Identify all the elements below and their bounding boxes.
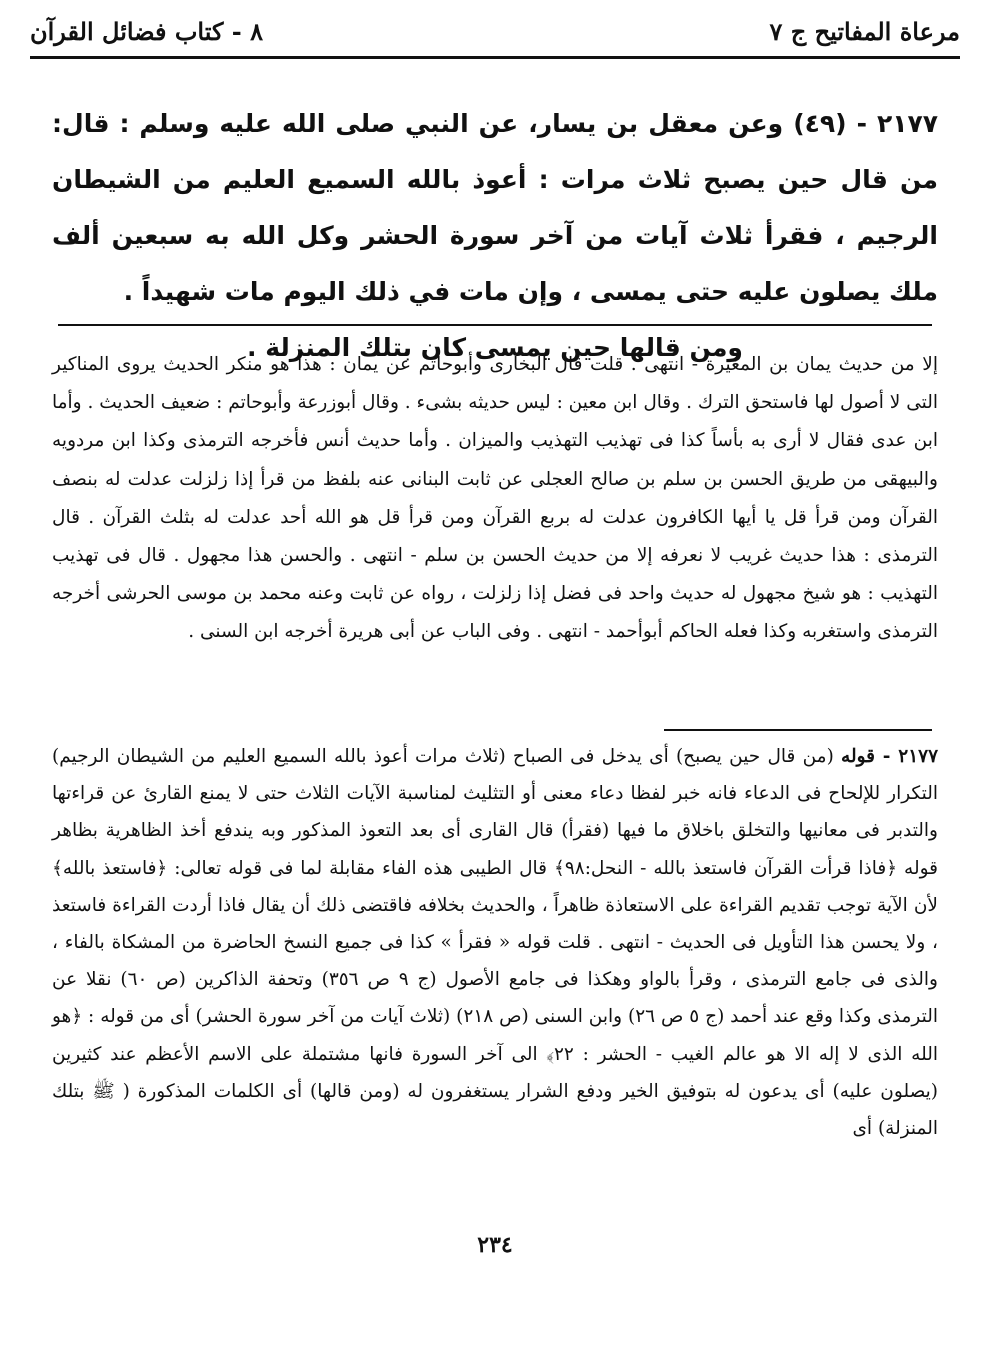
footnote-divider xyxy=(664,729,932,731)
running-header xyxy=(30,6,960,59)
hadith-last-line: ومن قالها حين يمسى كان بتلك المنزلة . xyxy=(247,333,743,362)
commentary-number: ٢١٧٧ - قوله xyxy=(841,746,939,767)
hadith-text: ٢١٧٧ - (٤٩) وعن معقل بن يسار، عن النبي صلى الله عليه وسلم : قال: من قال حين يصبح ثلاث مرات : أعوذ بالله السميع العليم من الشيطان الرجيم ، فقرأ ثلاث آيات من آخر سورة الحشر وكل الله به سبعين ألف ملك يصلون عليه حتى يمسى ، وإن مات في ذلك اليوم مات شهيداً . xyxy=(52,109,938,306)
page-number: ٢٣٤ xyxy=(477,1232,513,1258)
takhrij-footnote xyxy=(52,346,938,652)
hadith-text-block xyxy=(52,96,938,376)
section-divider xyxy=(58,324,932,326)
commentary-block xyxy=(52,738,938,1147)
takhrij-text: إلا من حديث يمان بن المغيرة - انتهى . قلت قال البخارى وأبوحاتم عن يمان : هذا هو منكر الحديث يروى المناكير التى لا أصول لها فاستحق الترك . وقال ابن معين : ليس حديثه بشىء . وقال أبوزرعة وأبوحاتم : ضعيف الحديث . وأما ابن عدى فقال لا أرى به بأساً كذا فى تهذيب التهذيب والميزان . وأما حديث أنس فأخرجه الترمذى وكذا ابن مردويه والبيهقى من طريق الحسن بن سلم بن صالح العجلى عن ثابت البنانى عنه بلفظ من قرأ إذا زلزلت عدلت له بنصف القرآن ومن قرأ قل يا أيها الكافرون عدلت له بربع القرآن ومن قرأ قل هو الله أحد عدلت له بثلث القرآن . قال الترمذى : هذا حديث غريب لا نعرفه إلا من حديث الحسن بن سلم - انتهى . والحسن هذا مجهول . قال فى تهذيب التهذيب : هو شيخ مجهول له حديث واحد فى فضل إذا زلزلت ، رواه عن ثابت وعنه محمد بن موسى الحرشى أخرجه الترمذى واستغربه وكذا فعله الحاكم أبوأحمد - انتهى . وفى الباب عن أبى هريرة أخرجه ابن السنى . xyxy=(52,354,938,643)
commentary-paragraph xyxy=(52,738,938,1147)
header-book-title: مرعاة المفاتيح ج ٧ xyxy=(769,16,960,46)
header-chapter-title: ٨ - كتاب فضائل القرآن xyxy=(30,16,263,46)
commentary-text: (من قال حين يصبح) أى يدخل فى الصباح (ثلاث مرات أعوذ بالله السميع العليم من الشيطان الرجيم) التكرار للإلحاح فى الدعاء فانه خبر لفظا دعاء معنى أو التثليث لمناسبة الآيات الثلاث حتى لا يمنع القارئ عن قراءتها والتدبر فى معانيها والتخلق باخلاق ما فيها (فقرأ) قال القارى أى بعد التعوذ المذكور وبه يندفع أخذ الظاهرية بظاهر قوله ﴿فاذا قرأت القرآن فاستعذ بالله - النحل:٩٨﴾ قال الطيبى هذه الفاء مقابلة لما فى قوله تعالى: ﴿فاستعذ بالله﴾ لأن الآية توجب تقديم القراءة على الاستعاذة ظاهراً ، والحديث بخلافه فاقتضى ذلك أن يقال فاذا أردت القراءة فاستعذ ، ولا يحسن هذا التأويل فى الحديث - انتهى . قلت قوله « فقرأ » كذا فى جميع النسخ الحاضرة من المشكاة بالفاء ، والذى فى جامع الترمذى ، وقرأ بالواو وهكذا فى جامع الأصول (ج ٩ ص ٣٥٦) وتحفة الذاكرين (ص ٦٠) نقلا عن الترمذى وكذا وقع عند أحمد (ج ٥ ص ٢٦) وابن السنى (ص ٢١٨) (ثلاث آيات من آخر سورة الحشر) أى من قوله : ﴿هو الله الذى لا إله الا هو عالم الغيب - الحشر : ٢٢﴾ الى آخر السورة فانها مشتملة على الاسم الأعظم عند كثيرين (يصلون عليه) أى يدعون له بتوفيق الخير ودفع الشرار يستغفرون له (ومن قالها) أى الكلمات المذكورة ( ﷺ بتلك المنزلة) أى xyxy=(52,746,938,1140)
